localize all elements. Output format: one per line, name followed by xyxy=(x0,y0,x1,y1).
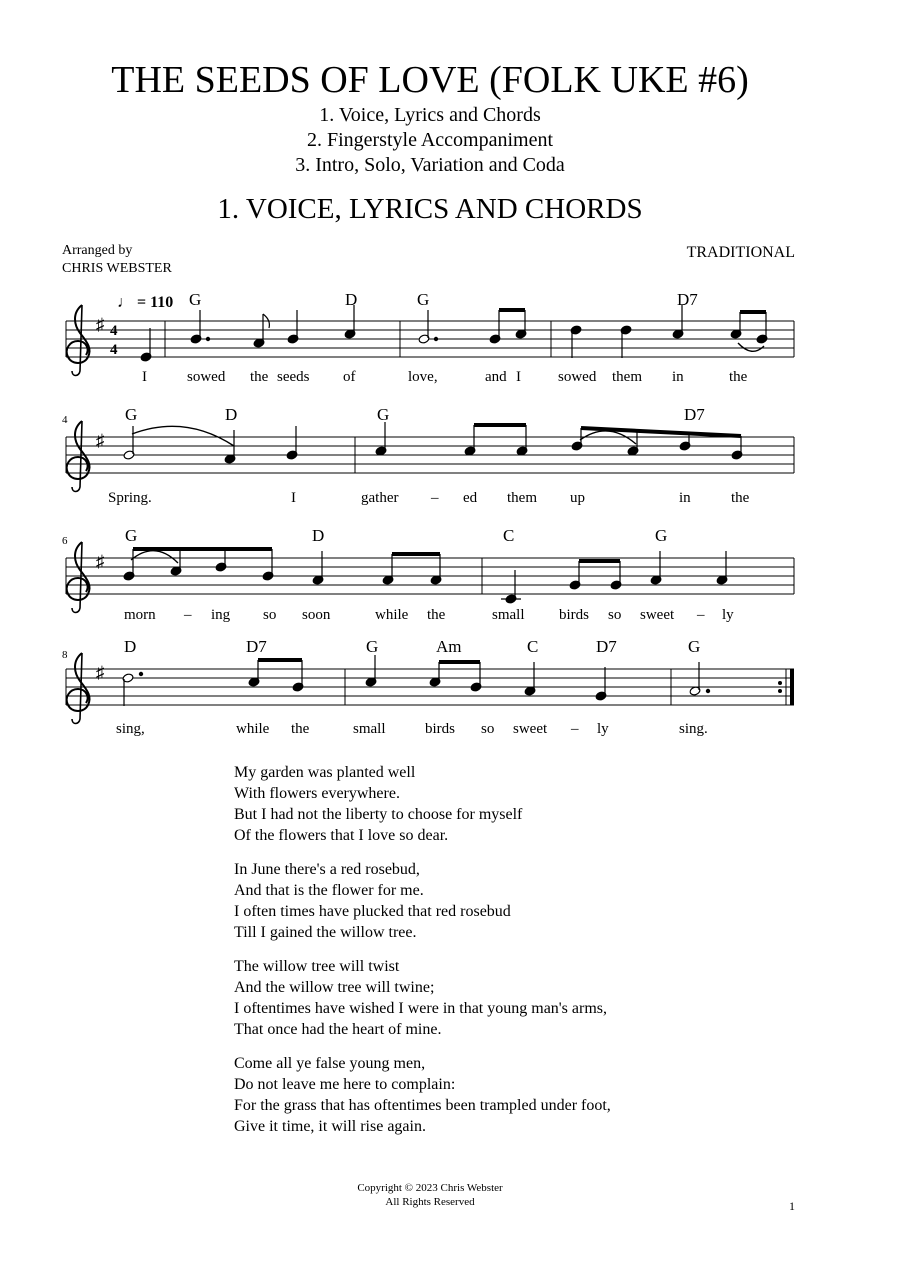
chord-symbol: G xyxy=(125,405,138,424)
treble-clef-icon xyxy=(67,542,90,613)
lyric-syllable: them xyxy=(507,490,537,506)
chord-symbol: D7 xyxy=(246,637,267,656)
verse-line: Of the flowers that I love so dear. xyxy=(234,827,449,844)
song-title: THE SEEDS OF LOVE (FOLK UKE #6) xyxy=(111,59,749,101)
lyric-syllable: up xyxy=(570,490,585,506)
lyric-syllable: soon xyxy=(302,607,331,623)
verse-line: My garden was planted well xyxy=(234,764,416,781)
lyric-syllable: sweet xyxy=(513,721,548,737)
verse-line: Come all ye false young men, xyxy=(234,1055,426,1072)
measure-number: 4 xyxy=(62,414,68,426)
chord-symbol: C xyxy=(503,526,515,545)
lyric-syllable: – xyxy=(431,490,439,506)
lyric-syllable: morn xyxy=(124,607,156,623)
lyric-syllable: ly xyxy=(722,607,734,623)
lyric-syllable: so xyxy=(481,721,495,737)
verse-line: Do not leave me here to complain: xyxy=(234,1076,456,1093)
staff-system-1 xyxy=(66,290,794,385)
verse-line: I often times have plucked that red rosebud xyxy=(234,903,511,920)
chord-symbol: C xyxy=(527,637,539,656)
repeat-dot xyxy=(778,689,782,693)
chord-symbol: G xyxy=(417,290,430,309)
chord-symbol: D7 xyxy=(596,637,617,656)
lyric-syllable: – xyxy=(571,721,579,737)
rights-line: All Rights Reserved xyxy=(385,1196,475,1208)
lyric-syllable: I xyxy=(516,369,521,385)
chord-symbol: D7 xyxy=(684,405,705,424)
lyric-syllable: so xyxy=(608,607,622,623)
lyric-syllable: the xyxy=(250,369,269,385)
lyric-syllable: I xyxy=(142,369,147,385)
lyric-syllable: in xyxy=(679,490,691,506)
verse-line: With flowers everywhere. xyxy=(234,785,400,802)
lyric-syllable: seeds xyxy=(277,369,310,385)
repeat-dot xyxy=(778,681,782,685)
lyric-syllable: while xyxy=(236,721,270,737)
composer-credit: TRADITIONAL xyxy=(686,244,795,261)
lyric-syllable: birds xyxy=(425,721,455,737)
staff-system-2 xyxy=(62,405,794,506)
treble-clef-icon xyxy=(67,305,90,376)
lyric-syllable: ing xyxy=(211,607,231,623)
notes-system-4 xyxy=(122,655,710,706)
notes-system-3 xyxy=(123,549,728,604)
key-signature-sharp: ♯ xyxy=(96,431,105,450)
time-signature-top: 4 xyxy=(110,323,118,339)
lyric-syllable: while xyxy=(375,607,409,623)
lyric-syllable: in xyxy=(672,369,684,385)
contents-item-1: 1. Voice, Lyrics and Chords xyxy=(319,104,541,126)
final-barline xyxy=(790,669,794,705)
lyric-syllable: – xyxy=(184,607,192,623)
lyric-syllable: love, xyxy=(408,369,438,385)
chord-symbol: D7 xyxy=(677,290,698,309)
contents-item-2: 2. Fingerstyle Accompaniment xyxy=(306,129,554,151)
stanza-3 xyxy=(234,956,611,1040)
lyric-syllable: small xyxy=(492,607,525,623)
lyric-syllable: small xyxy=(353,721,386,737)
chord-symbol: G xyxy=(125,526,138,545)
verse-line: And the willow tree will twine; xyxy=(234,979,435,996)
verse-line: That once had the heart of mine. xyxy=(234,1021,442,1038)
key-signature-sharp: ♯ xyxy=(96,315,105,334)
chord-symbol: D xyxy=(225,405,238,424)
tempo-marking: ♩ = 110 xyxy=(117,294,174,311)
lyric-syllable: the xyxy=(427,607,446,623)
chord-symbol: G xyxy=(366,637,379,656)
lyric-syllable: and xyxy=(485,369,507,385)
chord-symbol: G xyxy=(655,526,668,545)
verse-line: I oftentimes have wished I were in that young man's arms, xyxy=(234,1000,608,1017)
lyric-syllable: the xyxy=(291,721,310,737)
chord-symbol: Am xyxy=(436,637,462,656)
lyric-syllable: them xyxy=(612,369,642,385)
arranger-name: CHRIS WEBSTER xyxy=(62,261,172,276)
notes-system-1 xyxy=(140,305,768,362)
chord-symbol: D xyxy=(345,290,358,309)
stanza-2 xyxy=(234,859,611,943)
verse-line: Till I gained the willow tree. xyxy=(234,924,417,941)
chord-symbol: D xyxy=(312,526,325,545)
key-signature-sharp: ♯ xyxy=(96,663,105,682)
chord-symbol: D xyxy=(124,637,137,656)
lyric-syllable: Spring. xyxy=(108,490,152,506)
notes-system-2 xyxy=(123,422,743,464)
copyright-notice xyxy=(0,1181,860,1209)
verse-line: The willow tree will twist xyxy=(234,958,400,975)
page-number: 1 xyxy=(789,1199,795,1213)
lyric-syllable: birds xyxy=(559,607,589,623)
time-signature-bottom: 4 xyxy=(110,342,118,358)
copyright-line: Copyright © 2023 Chris Webster xyxy=(357,1182,503,1194)
verse-lyrics xyxy=(234,762,611,1150)
lyric-syllable: ly xyxy=(597,721,609,737)
chord-symbol: G xyxy=(189,290,202,309)
lyric-syllable: gather xyxy=(361,490,399,506)
verse-line: And that is the flower for me. xyxy=(234,882,424,899)
section-title: 1. VOICE, LYRICS AND CHORDS xyxy=(217,193,643,225)
lyric-syllable: – xyxy=(697,607,705,623)
verse-line: Give it time, it will rise again. xyxy=(234,1118,426,1135)
verse-line: In June there's a red rosebud, xyxy=(234,861,420,878)
key-signature-sharp: ♯ xyxy=(96,552,105,571)
measure-number: 6 xyxy=(62,535,68,547)
stanza-4 xyxy=(234,1053,611,1137)
arranged-by-label: Arranged by xyxy=(62,243,133,258)
contents-item-3: 3. Intro, Solo, Variation and Coda xyxy=(295,154,565,176)
chord-symbol: G xyxy=(377,405,390,424)
staff-system-4 xyxy=(62,637,794,737)
lyric-syllable: I xyxy=(291,490,296,506)
lyric-syllable: the xyxy=(731,490,750,506)
lyric-syllable: sowed xyxy=(558,369,597,385)
lyric-syllable: so xyxy=(263,607,277,623)
measure-number: 8 xyxy=(62,649,68,661)
lyric-syllable: the xyxy=(729,369,748,385)
verse-line: But I had not the liberty to choose for myself xyxy=(234,806,523,823)
chord-symbol: G xyxy=(688,637,701,656)
lyric-syllable: sowed xyxy=(187,369,226,385)
lyric-syllable: sweet xyxy=(640,607,675,623)
treble-clef-icon xyxy=(67,421,90,492)
treble-clef-icon xyxy=(67,653,90,724)
stanza-1 xyxy=(234,762,611,846)
lyric-syllable: sing. xyxy=(679,721,708,737)
lyric-syllable: ed xyxy=(463,490,478,506)
verse-line: For the grass that has oftentimes been trampled under foot, xyxy=(234,1097,611,1114)
lyric-syllable: of xyxy=(343,369,356,385)
lyric-syllable: sing, xyxy=(116,721,145,737)
staff-system-3 xyxy=(62,526,794,623)
